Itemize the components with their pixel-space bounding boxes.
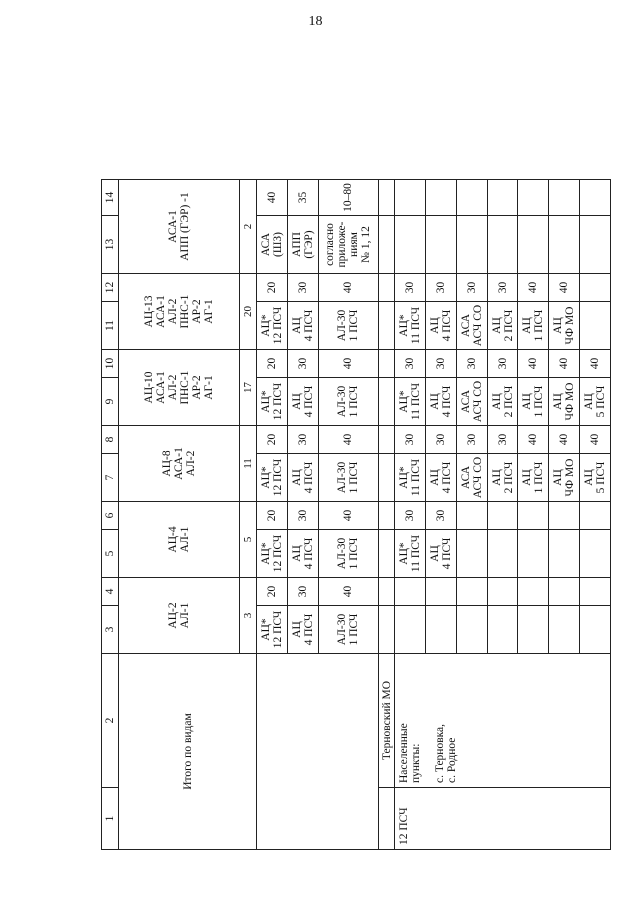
detail-cell: АЦ 5 ПСЧ (580, 378, 611, 426)
detail-cell: 30 (425, 502, 456, 530)
summary-cell: 20 (257, 502, 288, 530)
summary-cell: 35 (287, 180, 318, 216)
total-count: 11 (240, 426, 257, 502)
detail-cell: 40 (549, 350, 580, 378)
summary-cell: 20 (257, 578, 288, 606)
column-number: 7 (102, 454, 119, 502)
column-number: 9 (102, 378, 119, 426)
detail-cell (425, 180, 456, 216)
detail-cell (580, 302, 611, 350)
total-count: 17 (240, 350, 257, 426)
detail-cell: 30 (456, 350, 487, 378)
detail-cell (580, 502, 611, 530)
detail-cell (487, 216, 518, 274)
detail-cell (580, 180, 611, 216)
vehicle-types-cell: АЦ-13 АСА-1 АЛ-2 ПНС-1 АР-2 АГ-1 (119, 274, 240, 350)
column-number: 14 (102, 180, 119, 216)
title-cell: Итого по видам (119, 654, 257, 850)
detail-cell (395, 216, 426, 274)
summary-cell: 20 (257, 350, 288, 378)
vehicle-types-cell: АЦ-10 АСА-1 АЛ-2 ПНС-1 АР-2 АГ-1 (119, 350, 240, 426)
detail-cell (395, 606, 426, 654)
blank-cell (379, 454, 395, 502)
summary-cell: АЦ* 12 ПСЧ (257, 530, 288, 578)
detail-cell (549, 180, 580, 216)
summary-cell: АЦ 4 ПСЧ (287, 606, 318, 654)
total-count: 2 (240, 180, 257, 274)
detail-cell: 40 (549, 274, 580, 302)
detail-cell (487, 606, 518, 654)
detail-cell (549, 578, 580, 606)
detail-cell: 30 (425, 274, 456, 302)
summary-cell: АЦ* 12 ПСЧ (257, 378, 288, 426)
detail-cell: 30 (425, 350, 456, 378)
detail-cell: 40 (549, 426, 580, 454)
detail-cell (580, 606, 611, 654)
total-count: 3 (240, 578, 257, 654)
detail-cell: АСА АСЧ СО (456, 454, 487, 502)
blank-cell (379, 302, 395, 350)
detail-cell (456, 180, 487, 216)
detail-cell (456, 502, 487, 530)
column-number: 4 (102, 578, 119, 606)
vehicle-types-cell: АЦ-2 АЛ-1 (119, 578, 240, 654)
summary-cell: 40 (318, 426, 378, 454)
detail-cell: АЦ 4 ПСЧ (425, 530, 456, 578)
summary-cell: АЛ-30 1 ПСЧ (318, 302, 378, 350)
detail-cell (395, 578, 426, 606)
summary-cell: АЦ* 12 ПСЧ (257, 454, 288, 502)
blank-cell (379, 606, 395, 654)
section-row (379, 53, 395, 850)
total-count: 5 (240, 502, 257, 578)
detail-cell: АСА АСЧ СО (456, 302, 487, 350)
summary-cell: 30 (287, 350, 318, 378)
detail-cell: АЦ 5 ПСЧ (580, 454, 611, 502)
summary-cell: 40 (318, 502, 378, 530)
detail-cell (518, 606, 549, 654)
detail-cell: АЦ ЧФ МО (549, 454, 580, 502)
summary-cell: 40 (318, 274, 378, 302)
vehicle-types-cell: АЦ-8 АСА-1 АЛ-2 (119, 426, 240, 502)
summary-cell: 20 (257, 274, 288, 302)
detail-cell: АЦ 1 ПСЧ (518, 454, 549, 502)
summary-cell: АЦ 4 ПСЧ (287, 530, 318, 578)
summary-cell: 30 (287, 578, 318, 606)
summary-cell: АЦ 4 ПСЧ (287, 302, 318, 350)
blank-cell (379, 180, 395, 216)
detail-cell (580, 216, 611, 274)
detail-cell (549, 502, 580, 530)
detail-cell: 40 (518, 350, 549, 378)
summary-cell: АЦ 4 ПСЧ (287, 454, 318, 502)
detail-cell (518, 502, 549, 530)
detail-cell: 30 (395, 274, 426, 302)
column-number: 12 (102, 274, 119, 302)
table-body (102, 53, 611, 850)
detail-cell: АЦ 4 ПСЧ (425, 378, 456, 426)
page-number: 18 (308, 14, 323, 29)
detail-cell (456, 530, 487, 578)
settlements-cell: Населенные пункты: с. Терновка, с. Родное (395, 654, 611, 788)
detail-cell: АЦ 4 ПСЧ (425, 302, 456, 350)
summary-cell: АПП (ГЭР) (287, 216, 318, 274)
detail-cell (487, 502, 518, 530)
detail-cell (425, 578, 456, 606)
detail-cell: 30 (456, 426, 487, 454)
detail-cell: 40 (518, 426, 549, 454)
psc-cell: 12 ПСЧ (395, 788, 611, 850)
blank-cell (379, 788, 395, 850)
summary-cell: 30 (287, 274, 318, 302)
vehicle-types-cell: АСА-1 АПП (ГЭР) -1 (119, 180, 240, 274)
detail-cell (518, 530, 549, 578)
blank-cell (379, 350, 395, 378)
column-number: 6 (102, 502, 119, 530)
detail-cell: 30 (487, 274, 518, 302)
summary-cell: АЦ* 12 ПСЧ (257, 302, 288, 350)
summary-row (257, 53, 288, 850)
detail-cell (580, 578, 611, 606)
vehicle-types-cell: АЦ-4 АЛ-1 (119, 502, 240, 578)
detail-cell (549, 530, 580, 578)
summary-cell: согласно приложе- ниям № 1, 12 (318, 216, 378, 274)
detail-cell: АЦ 4 ПСЧ (425, 454, 456, 502)
detail-cell: АЦ* 11 ПСЧ (395, 454, 426, 502)
detail-cell: АЦ 2 ПСЧ (487, 378, 518, 426)
blank-cell (379, 530, 395, 578)
detail-cell (487, 530, 518, 578)
detail-cell: АЦ 2 ПСЧ (487, 454, 518, 502)
detail-cell: АСА АСЧ СО (456, 378, 487, 426)
blank-cell (379, 426, 395, 454)
blank-cell (379, 502, 395, 530)
summary-cell: АЛ-30 1 ПСЧ (318, 530, 378, 578)
blank-cell (379, 274, 395, 302)
detail-cell (425, 606, 456, 654)
column-number: 8 (102, 426, 119, 454)
detail-cell: АЦ ЧФ МО (549, 378, 580, 426)
detail-cell (456, 578, 487, 606)
detail-cell: АЦ* 11 ПСЧ (395, 302, 426, 350)
column-number: 11 (102, 302, 119, 350)
blank-cell (379, 216, 395, 274)
type-header-row (119, 53, 240, 850)
rotated-table-wrapper (101, 52, 611, 850)
summary-cell: АЛ-30 1 ПСЧ (318, 606, 378, 654)
detail-cell (395, 180, 426, 216)
blank-cell (379, 378, 395, 426)
vehicle-table (101, 52, 611, 850)
detail-cell: 30 (456, 274, 487, 302)
detail-cell: 30 (425, 426, 456, 454)
detail-cell: АЦ ЧФ МО (549, 302, 580, 350)
detail-cell (518, 180, 549, 216)
column-number: 2 (102, 654, 119, 788)
summary-cell: 20 (257, 426, 288, 454)
detail-cell (456, 606, 487, 654)
detail-cell (549, 606, 580, 654)
summary-cell: АЛ-30 1 ПСЧ (318, 454, 378, 502)
detail-cell (518, 578, 549, 606)
column-number-row (102, 53, 119, 850)
detail-cell: АЦ* 11 ПСЧ (395, 530, 426, 578)
summary-cell: 40 (318, 350, 378, 378)
detail-cell (580, 530, 611, 578)
detail-cell: 30 (395, 426, 426, 454)
detail-cell: 40 (518, 274, 549, 302)
summary-cell: 30 (287, 502, 318, 530)
summary-cell: 10–80 (318, 180, 378, 216)
detail-cell (518, 216, 549, 274)
detail-cell: АЦ 1 ПСЧ (518, 378, 549, 426)
blank-cell (257, 654, 379, 850)
detail-cell (425, 216, 456, 274)
detail-cell: АЦ 1 ПСЧ (518, 302, 549, 350)
detail-cell: 30 (395, 350, 426, 378)
column-number: 5 (102, 530, 119, 578)
column-number: 1 (102, 788, 119, 850)
summary-cell: 40 (257, 180, 288, 216)
column-number: 10 (102, 350, 119, 378)
detail-cell: АЦ* 11 ПСЧ (395, 378, 426, 426)
detail-cell: 40 (580, 350, 611, 378)
summary-cell: 30 (287, 426, 318, 454)
detail-cell (549, 216, 580, 274)
section-title: Терновский МО (379, 654, 395, 788)
summary-cell: АЦ* 12 ПСЧ (257, 606, 288, 654)
total-count: 20 (240, 274, 257, 350)
detail-cell (456, 216, 487, 274)
summary-cell: АЦ 4 ПСЧ (287, 378, 318, 426)
detail-cell: АЦ 2 ПСЧ (487, 302, 518, 350)
detail-cell: 30 (395, 502, 426, 530)
detail-cell: 30 (487, 426, 518, 454)
detail-cell (487, 180, 518, 216)
detail-cell (487, 578, 518, 606)
summary-cell: АЛ-30 1 ПСЧ (318, 378, 378, 426)
summary-cell: АСА (ШЗ) (257, 216, 288, 274)
detail-row (395, 53, 426, 850)
detail-cell: 40 (580, 426, 611, 454)
summary-cell: 40 (318, 578, 378, 606)
column-number: 13 (102, 216, 119, 274)
detail-cell: 30 (487, 350, 518, 378)
blank-cell (379, 578, 395, 606)
detail-cell (580, 274, 611, 302)
column-number: 3 (102, 606, 119, 654)
